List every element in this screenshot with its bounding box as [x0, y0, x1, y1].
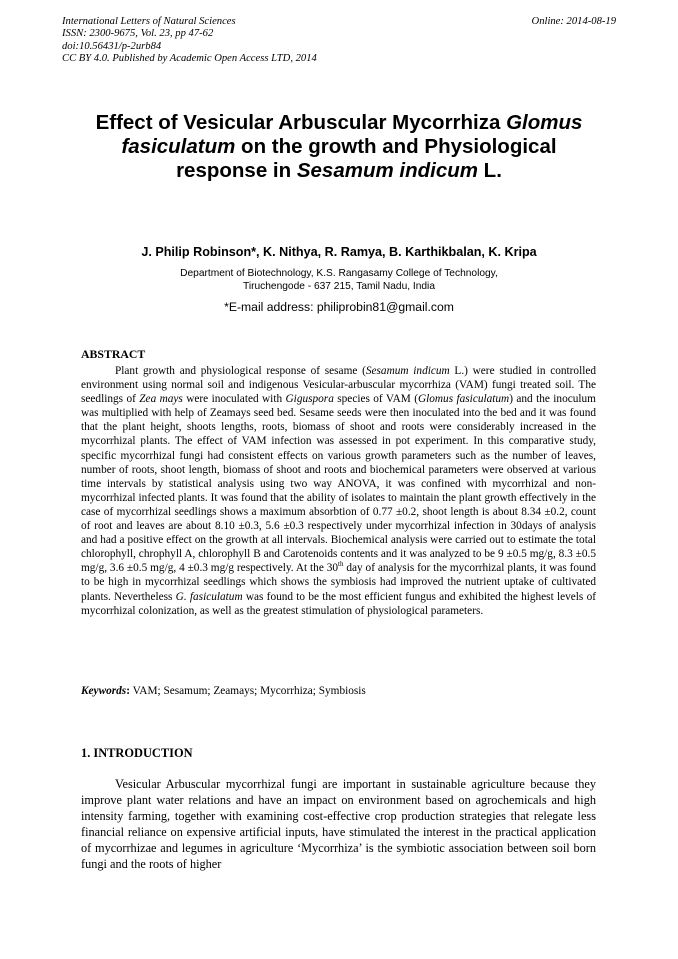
abstract-italic: Giguspora: [285, 393, 334, 406]
affiliation: [60, 267, 618, 293]
license: CC BY 4.0. Published by Academic Open Access LTD, 2014: [62, 53, 317, 65]
doi: doi:10.56431/p-2urb84: [62, 40, 162, 52]
abstract-text: day of analysis for the mycorrhizal plants, it was found to be high in mycorrhizal seedlings which shows the symbiosis had improved the nutrient uptake of cultivated plants. Nevertheless: [81, 562, 596, 603]
abstract-text: ) and the inoculum was multiplied with help of Zeamays seed bed. Sesame seeds were then inoculated into the bed and it was found that the plant height, shoots lengths, roots, biomass of shoot and roots were considerably increased in the mycorrhizal plants. The effect of VAM infection was assessed in pot experiment. In this comparative study, specific mycorrhizal fungi had consistent effects on various growth parameters such as the number of leaves, number of roots, shoot length, biomass of shoot and roots and biochemical parameters were observed at various time intervals by statistical analysis using two way ANOVA, it was confined with mycorrhizal and non-mycorrhizal infected plants. It was found that the ability of isolates to maintain the plant growth effectively in the case of mycorrhizal seedlings shows a maximum absorbtion of 0.77 ±0.2, shoot length is about 8.34 ±0.2, count of root and leaves are about 8.10 ±0.3, 5.6 ±0.3 respectively under mycorrhizal infection in 30days of analysis and had a positive effect on the growth at all intervals. Biochemical analysis were carried out to estimate the total chlorophyll, chrophyll A, chlorophyll B and Carotenoids contents and it was analyzed to be 9 ±0.5 mg/g, 8.3 ±0.5 mg/g, 3.6 ±0.5 mg/g, 4 ±0.3 mg/g respectively. At the 30: [81, 393, 596, 575]
abstract-italic: Sesamum indicum: [365, 365, 450, 377]
abstract-text: were inoculated with: [182, 393, 286, 406]
abstract-superscript: th: [338, 560, 344, 569]
title-part: on the growth and Physiological: [235, 135, 557, 158]
abstract-body: [81, 364, 596, 618]
affiliation-line: Department of Biotechnology, K.S. Rangasamy College of Technology,: [180, 268, 498, 279]
keywords: [81, 685, 596, 697]
keywords-label: Keywords: [81, 685, 127, 697]
abstract-text: Plant growth and physiological response of sesame (: [115, 365, 366, 377]
title-italic: Glomus: [506, 111, 583, 134]
online-date: Online: 2014-08-19: [531, 16, 616, 27]
author-list: J. Philip Robinson*, K. Nithya, R. Ramya, B. Karthikbalan, K. Kripa: [141, 245, 537, 259]
abstract-italic: Glomus fasiculatum: [417, 393, 510, 406]
abstract-text: L.) were studied in controlled environment using normal soil and indigenous Vesicular-arbuscular mycorrhiza (VAM) fungi treated soil. The seedlings of: [81, 365, 597, 406]
title-part: Effect of Vesicular Arbuscular Mycorrhiza: [95, 111, 507, 134]
abstract-text: was found to be the most efficient fungus and exhibited the highest levels of mycorrhizal colonization, as well as the greatest stimulation of physiological parameters.: [81, 590, 596, 617]
keywords-colon: :: [126, 685, 130, 697]
issn: ISSN: 2300-9675, Vol. 23, pp 47-62: [62, 28, 214, 40]
abstract-italic: G. fasiculatum: [175, 590, 243, 603]
paper-title: [70, 111, 608, 183]
title-part: L.: [477, 159, 502, 182]
abstract-italic: Zea mays: [139, 393, 183, 406]
title-italic: Sesamum indicum: [296, 159, 478, 182]
introduction-heading: 1. INTRODUCTION: [81, 746, 193, 760]
title-italic: fasiculatum: [121, 135, 236, 158]
introduction-body: Vesicular Arbuscular mycorrhizal fungi are important in sustainable agriculture because they improve plant water relations and have an impact on environment based on agrochemicals and high intensity farming, together with examining cost-effective crop production strategies that relegate less financial reliance on expensive artificial inputs, have stimulated the interest in the practical application of mycorrhizae and legumes in agriculture ‘Mycorrhiza’ is the symbiotic association between soil born fungi and the roots of higher: [81, 777, 596, 871]
corresponding-email: *E-mail address: philiprobin81@gmail.com: [224, 300, 454, 314]
journal-metadata: [62, 16, 616, 66]
affiliation-line: Tiruchengode - 637 215, Tamil Nadu, India: [243, 281, 435, 292]
abstract-heading: ABSTRACT: [81, 347, 146, 361]
journal-name: International Letters of Natural Sciences: [62, 16, 236, 27]
title-part: response in: [176, 159, 297, 182]
keywords-text: VAM; Sesamum; Zeamays; Mycorrhiza; Symbiosis: [129, 685, 366, 697]
abstract-text: species of VAM (: [333, 393, 418, 406]
